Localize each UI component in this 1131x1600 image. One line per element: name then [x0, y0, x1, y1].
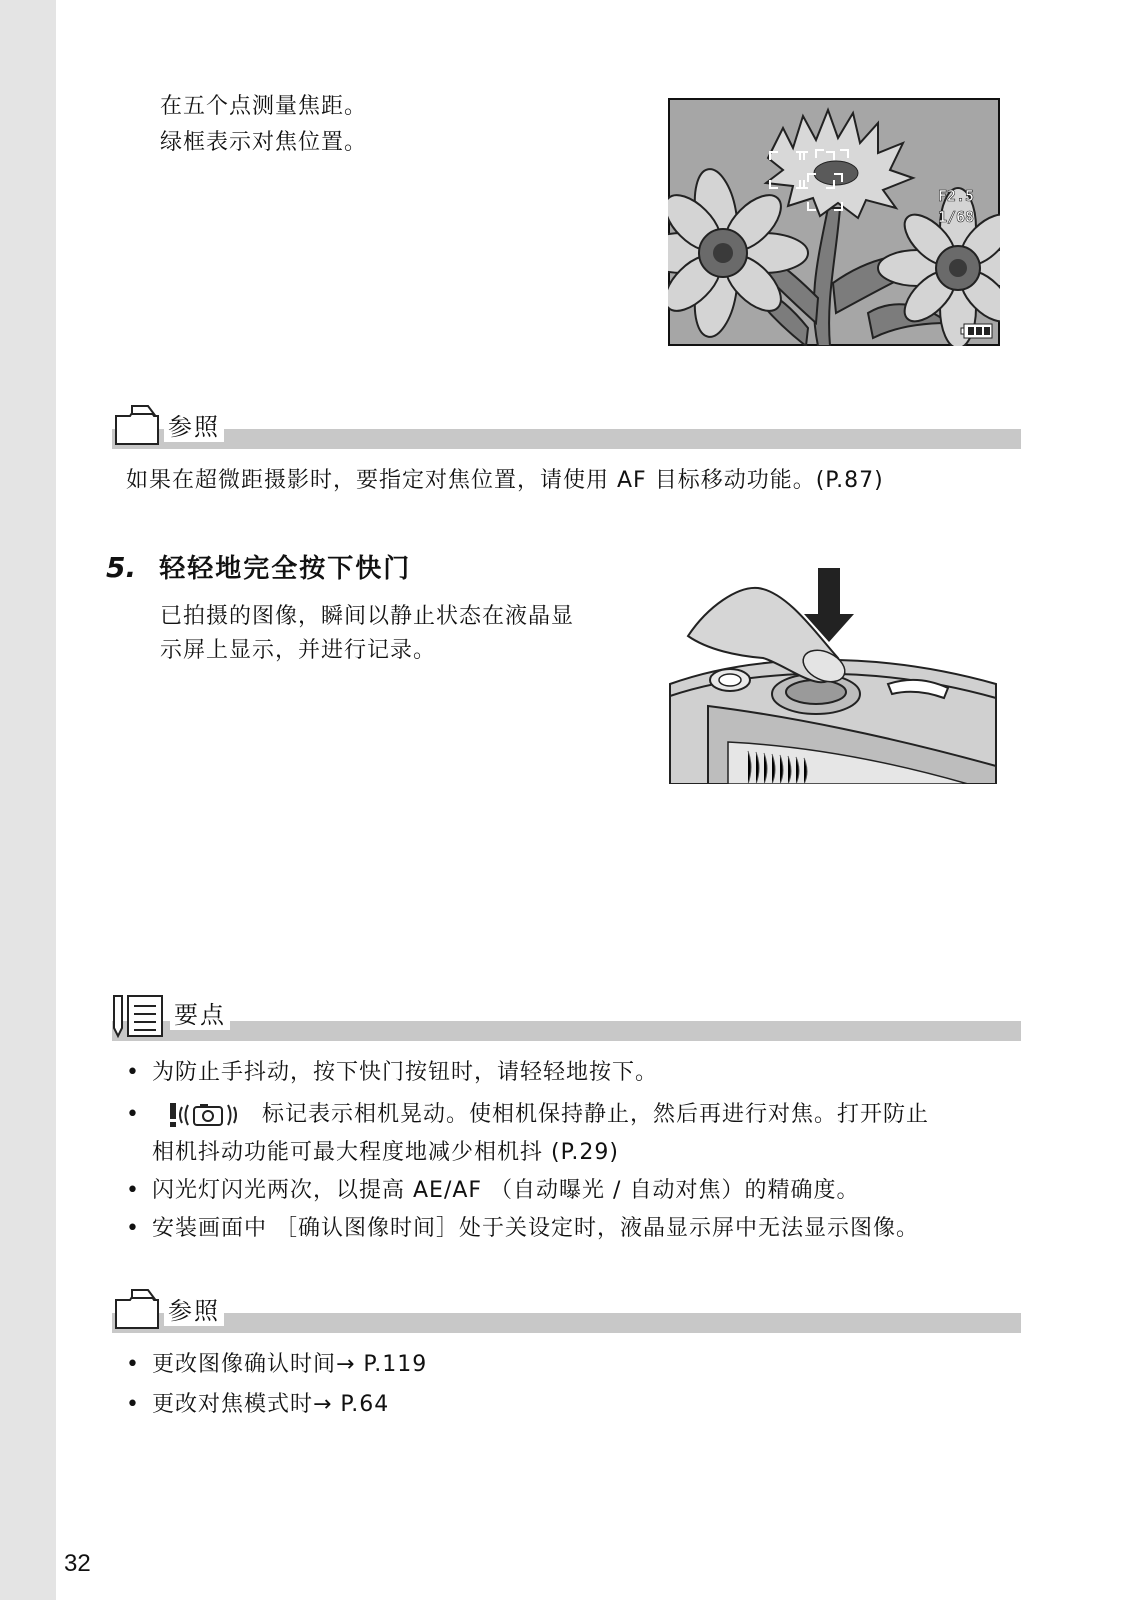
battery-icon	[961, 324, 992, 338]
shutter-press-illustration	[668, 566, 998, 784]
lcd-aperture-text: F2.5	[937, 187, 975, 205]
intro-line-1: 在五个点测量焦距。	[160, 94, 368, 119]
flower-illustration	[668, 98, 1000, 346]
reference-2-item-1-text: 更改图像确认时间→ P.119	[152, 1352, 428, 1377]
reference-2-item-2-text: 更改对焦模式时→ P.64	[152, 1392, 390, 1417]
step-title: 轻轻地完全按下快门	[159, 554, 412, 584]
tips-label: 要点	[170, 1000, 230, 1030]
step-5-line-2: 示屏上显示，并进行记录。	[160, 638, 437, 663]
reference-1-bar	[112, 429, 1021, 449]
step-number: 5.	[106, 551, 137, 584]
tips-item-2-text-a: 标记表示相机晃动。使相机保持静止，然后再进行对焦。打开防止	[262, 1102, 930, 1127]
page-side-strip	[0, 0, 56, 1600]
tips-item-2: • 标记表示相机晃动。使相机保持静止，然后再进行对焦。打开防止	[126, 1102, 930, 1127]
page-number: 32	[64, 1550, 91, 1577]
lcd-shutter-text: 1/68	[937, 208, 975, 226]
lcd-preview-image	[668, 98, 1000, 346]
reference-2-item-1: • 更改图像确认时间→ P.119	[126, 1352, 428, 1377]
intro-line-2: 绿框表示对焦位置。	[160, 130, 368, 155]
tips-item-3-text: 闪光灯闪光两次，以提高 AE/AF （自动曝光 / 自动对焦）的精确度。	[152, 1178, 860, 1203]
tips-item-1: • 为防止手抖动，按下快门按钮时，请轻轻地按下。	[126, 1060, 659, 1085]
reference-2-bar	[112, 1313, 1021, 1333]
reference-2-item-2: • 更改对焦模式时→ P.64	[126, 1392, 390, 1417]
tips-item-1-text: 为防止手抖动，按下快门按钮时，请轻轻地按下。	[152, 1060, 659, 1085]
tips-bar	[112, 1021, 1021, 1041]
tips-item-4-text: 安装画面中 ［确认图像时间］处于关设定时，液晶显示屏中无法显示图像。	[152, 1216, 919, 1241]
reference-folder-icon-2	[108, 1286, 166, 1332]
reference-1-text: 如果在超微距摄影时，要指定对焦位置，请使用 AF 目标移动功能。(P.87)	[126, 468, 884, 493]
tips-item-4: • 安装画面中 ［确认图像时间］处于关设定时，液晶显示屏中无法显示图像。	[126, 1216, 919, 1241]
reference-folder-icon	[108, 402, 166, 448]
step-5-line-1: 已拍摄的图像，瞬间以静止状态在液晶显	[160, 604, 575, 629]
tips-item-2-continued: 相机抖动功能可最大程度地减少相机抖 (P.29)	[152, 1140, 619, 1165]
tips-item-3: • 闪光灯闪光两次，以提高 AE/AF （自动曝光 / 自动对焦）的精确度。	[126, 1178, 860, 1203]
memo-pencil-icon	[108, 992, 168, 1040]
reference-2-label: 参照	[164, 1296, 224, 1326]
step-5-heading	[106, 548, 411, 585]
reference-1-label: 参照	[164, 412, 224, 442]
camera-shake-icon	[168, 1101, 252, 1129]
